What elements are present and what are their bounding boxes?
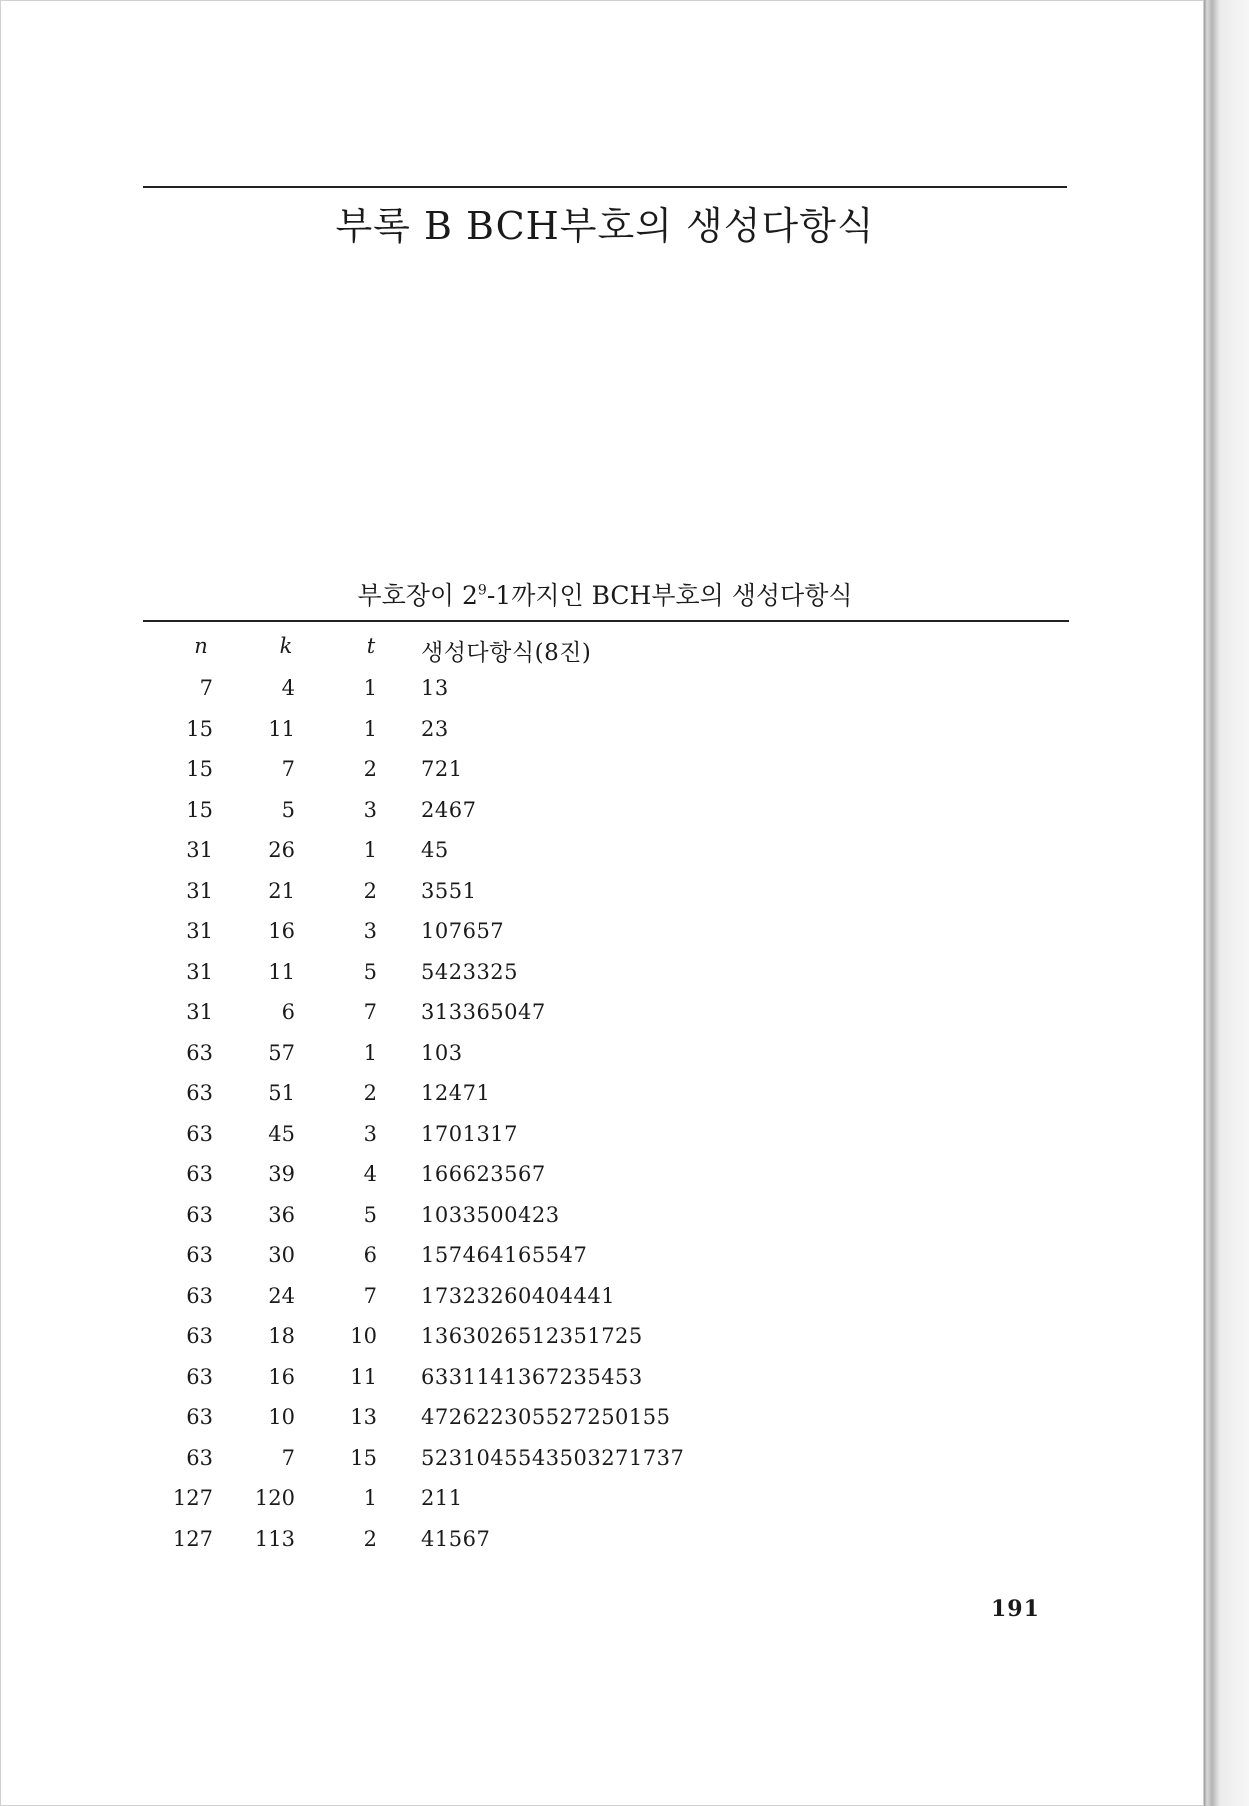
cell-polynomial: 1363026512351725 — [421, 1324, 643, 1348]
cell-n: 63 — [186, 1202, 213, 1227]
table-row — [1, 1041, 1001, 1081]
cell-t: 4 — [363, 1162, 377, 1186]
table-row — [1, 1000, 1001, 1040]
page-edge-shadow — [1204, 0, 1249, 1806]
cell-n: 31 — [186, 838, 213, 862]
table-row — [1, 1324, 1001, 1364]
cell-polynomial: 472622305527250155 — [421, 1405, 671, 1429]
table-row — [1, 1081, 1001, 1121]
cell-t: 11 — [350, 1364, 377, 1389]
cell-polynomial: 13 — [421, 676, 449, 700]
cell-polynomial: 211 — [421, 1486, 463, 1510]
cell-polynomial: 107657 — [421, 919, 505, 943]
cell-t: 3 — [363, 919, 377, 943]
table-row — [1, 717, 1001, 757]
cell-k: 16 — [268, 919, 295, 943]
cell-k: 16 — [268, 1364, 295, 1389]
table-row — [1, 757, 1001, 797]
table-row — [1, 1243, 1001, 1283]
cell-k: 5 — [281, 797, 295, 822]
cell-n: 127 — [172, 1526, 213, 1551]
table-row — [1, 1446, 1001, 1486]
cell-t: 1 — [363, 676, 377, 700]
cell-k: 11 — [268, 959, 295, 984]
caption-superscript: 9 — [477, 582, 487, 599]
table-row — [1, 798, 1001, 838]
cell-polynomial: 12471 — [421, 1081, 491, 1105]
cell-t: 7 — [363, 1000, 377, 1024]
table-row — [1, 1405, 1001, 1445]
cell-polynomial: 2467 — [421, 797, 477, 822]
table-row — [1, 919, 1001, 959]
cell-k: 39 — [268, 1162, 295, 1186]
cell-n: 15 — [186, 757, 213, 781]
table-rule — [143, 620, 1069, 622]
cell-t: 1 — [363, 716, 377, 741]
cell-polynomial: 721 — [421, 757, 463, 781]
cell-polynomial: 3551 — [421, 878, 477, 903]
table-row — [1, 1527, 1001, 1567]
table-row — [1, 676, 1001, 716]
cell-t: 10 — [350, 1324, 377, 1348]
cell-n: 63 — [186, 1243, 213, 1267]
cell-polynomial: 103 — [421, 1040, 463, 1065]
cell-k: 57 — [268, 1040, 295, 1065]
cell-k: 24 — [268, 1283, 295, 1308]
cell-t: 7 — [363, 1283, 377, 1308]
table-row — [1, 960, 1001, 1000]
cell-polynomial: 157464165547 — [421, 1243, 588, 1267]
cell-n: 63 — [186, 1445, 213, 1470]
page-number: 191 — [991, 1596, 1040, 1622]
cell-n: 63 — [186, 1040, 213, 1065]
cell-k: 7 — [281, 1445, 295, 1470]
cell-t: 5 — [363, 1202, 377, 1227]
cell-n: 63 — [186, 1364, 213, 1389]
cell-k: 45 — [268, 1121, 295, 1146]
cell-k: 30 — [268, 1243, 295, 1267]
cell-k: 120 — [254, 1486, 295, 1510]
cell-polynomial: 5231045543503271737 — [421, 1445, 685, 1470]
cell-n: 15 — [186, 797, 213, 822]
cell-polynomial: 313365047 — [421, 1000, 546, 1024]
cell-n: 63 — [186, 1162, 213, 1186]
page-title: 부록 B BCH부호의 생성다항식 — [335, 204, 875, 248]
cell-n: 31 — [186, 919, 213, 943]
cell-t: 1 — [363, 1486, 377, 1510]
cell-n: 31 — [186, 878, 213, 903]
cell-n: 15 — [186, 716, 213, 741]
cell-n: 63 — [186, 1283, 213, 1308]
cell-t: 2 — [363, 757, 377, 781]
table-row — [1, 1365, 1001, 1405]
cell-n: 63 — [186, 1121, 213, 1146]
cell-k: 26 — [268, 838, 295, 862]
cell-n: 63 — [186, 1081, 213, 1105]
cell-n: 7 — [199, 676, 213, 700]
column-header-k: k — [279, 634, 293, 658]
cell-k: 7 — [281, 757, 295, 781]
cell-t: 2 — [363, 1081, 377, 1105]
table-row — [1, 879, 1001, 919]
cell-n: 63 — [186, 1405, 213, 1429]
cell-t: 2 — [363, 878, 377, 903]
cell-t: 15 — [350, 1445, 377, 1470]
cell-k: 10 — [268, 1405, 295, 1429]
table-caption — [143, 576, 1067, 612]
cell-t: 6 — [363, 1243, 377, 1267]
cell-t: 3 — [363, 1121, 377, 1146]
cell-polynomial: 17323260404441 — [421, 1283, 616, 1308]
cell-n: 63 — [186, 1324, 213, 1348]
cell-k: 6 — [281, 1000, 295, 1024]
table-row — [1, 1486, 1001, 1526]
cell-polynomial: 5423325 — [421, 959, 519, 984]
column-header-polynomial: 생성다항식(8진) — [421, 640, 592, 666]
table-row — [1, 1203, 1001, 1243]
column-header-t: t — [366, 634, 376, 658]
top-rule — [143, 186, 1067, 188]
cell-k: 36 — [268, 1202, 295, 1227]
table-row — [1, 838, 1001, 878]
cell-t: 13 — [350, 1405, 377, 1429]
cell-t: 3 — [363, 797, 377, 822]
cell-t: 5 — [363, 959, 377, 984]
table-row — [1, 1122, 1001, 1162]
cell-n: 31 — [186, 1000, 213, 1024]
cell-n: 127 — [172, 1486, 213, 1510]
cell-k: 113 — [254, 1526, 295, 1551]
cell-polynomial: 1701317 — [421, 1121, 519, 1146]
table-header-row — [1, 634, 1001, 674]
cell-polynomial: 166623567 — [421, 1162, 546, 1186]
cell-polynomial: 41567 — [421, 1526, 491, 1551]
caption-prefix: 부호장이 2 — [357, 581, 478, 610]
cell-k: 21 — [268, 878, 295, 903]
cell-t: 1 — [363, 838, 377, 862]
cell-t: 2 — [363, 1526, 377, 1551]
cell-k: 18 — [268, 1324, 295, 1348]
caption-suffix: -1까지인 BCH부호의 생성다항식 — [486, 581, 853, 610]
cell-polynomial: 23 — [421, 716, 449, 741]
cell-polynomial: 45 — [421, 838, 449, 862]
cell-k: 51 — [268, 1081, 295, 1105]
cell-k: 4 — [281, 676, 295, 700]
cell-polynomial: 1033500423 — [421, 1202, 560, 1227]
cell-n: 31 — [186, 959, 213, 984]
cell-t: 1 — [363, 1040, 377, 1065]
column-header-n: n — [194, 634, 208, 658]
cell-polynomial: 6331141367235453 — [421, 1364, 643, 1389]
cell-k: 11 — [268, 716, 295, 741]
table-row — [1, 1284, 1001, 1324]
table-row — [1, 1162, 1001, 1202]
